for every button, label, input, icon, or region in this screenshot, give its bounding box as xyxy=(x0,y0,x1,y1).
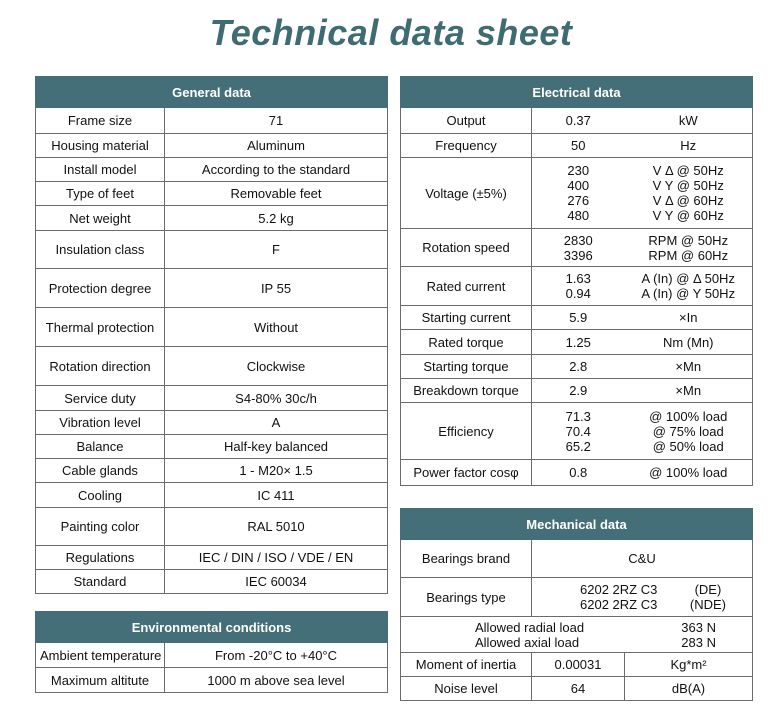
unit-line: ×Mn xyxy=(675,359,702,374)
bearing-nde-unit: (NDE) xyxy=(689,597,726,612)
row-label: Net weight xyxy=(36,206,165,231)
row-value: Aluminum xyxy=(165,134,388,158)
unit-line: A (In) @ Y 50Hz xyxy=(641,286,736,301)
table-row xyxy=(36,269,388,308)
electrical-data-table xyxy=(400,76,753,486)
bearing-nde-value: 6202 2RZ C3 xyxy=(580,597,658,612)
radial-load-value: 363 N xyxy=(681,619,716,635)
row-value xyxy=(532,229,625,267)
table-row xyxy=(401,379,753,403)
table-row xyxy=(36,386,388,411)
mechanical-data-table xyxy=(400,508,753,701)
row-unit xyxy=(625,229,753,267)
table-row xyxy=(401,460,753,486)
value-line: 0.37 xyxy=(565,113,591,128)
row-unit xyxy=(625,355,753,379)
table-row xyxy=(36,182,388,206)
unit-line: @ 50% load xyxy=(652,438,724,454)
row-label: Cooling xyxy=(36,483,165,508)
row-label: Moment of inertia xyxy=(401,653,532,677)
unit-line: Hz xyxy=(680,138,697,153)
bearing-de-value: 6202 2RZ C3 xyxy=(580,582,658,597)
table-row xyxy=(36,411,388,435)
row-unit xyxy=(625,403,753,460)
row-value: 1 - M20× 1.5 xyxy=(165,459,388,483)
axial-load-value: 283 N xyxy=(681,634,716,650)
value-line: 65.2 xyxy=(565,438,591,454)
value-line: 276 xyxy=(567,193,590,208)
row-label: Frame size xyxy=(36,108,165,134)
row-value: 0.00031 xyxy=(532,653,625,677)
table-row xyxy=(401,403,753,460)
value-line: 0.94 xyxy=(565,286,591,301)
table-row xyxy=(401,108,753,134)
row-value: S4-80% 30c/h xyxy=(165,386,388,411)
table-row xyxy=(401,653,753,677)
table-row xyxy=(401,578,753,617)
row-value: Without xyxy=(165,308,388,347)
table-row xyxy=(401,134,753,158)
table-row xyxy=(401,229,753,267)
page-title: Technical data sheet xyxy=(209,12,573,53)
row-label: Power factor cosφ xyxy=(401,460,532,486)
row-value: IEC / DIN / ISO / VDE / EN xyxy=(165,546,388,570)
row-label: Cable glands xyxy=(36,459,165,483)
axial-load-label: Allowed axial load xyxy=(475,634,580,650)
value-line: 71.3 xyxy=(565,408,591,424)
row-label: Regulations xyxy=(36,546,165,570)
row-label: Type of feet xyxy=(36,182,165,206)
unit-line: ×In xyxy=(679,310,698,325)
row-unit xyxy=(625,108,753,134)
table-row xyxy=(401,158,753,229)
unit-line: @ 100% load xyxy=(649,408,728,424)
value-line: 230 xyxy=(567,163,590,178)
row-unit xyxy=(625,460,753,486)
row-value xyxy=(532,134,625,158)
table-row xyxy=(401,617,753,653)
table-row xyxy=(36,508,388,546)
table-row xyxy=(36,347,388,386)
row-label: Housing material xyxy=(36,134,165,158)
table-row xyxy=(36,158,388,182)
row-label: Install model xyxy=(36,158,165,182)
row-unit xyxy=(625,158,753,229)
row-value: A xyxy=(165,411,388,435)
row-label: Noise level xyxy=(401,677,532,701)
table-row xyxy=(401,330,753,355)
row-label: Frequency xyxy=(401,134,532,158)
row-value: From -20°C to +40°C xyxy=(165,643,388,668)
unit-line: V Y @ 60Hz xyxy=(652,208,724,223)
row-label: Rotation speed xyxy=(401,229,532,267)
mechanical-data-header: Mechanical data xyxy=(401,509,753,540)
row-value xyxy=(532,355,625,379)
row-value xyxy=(532,460,625,486)
row-label: Bearings brand xyxy=(401,540,532,578)
table-row xyxy=(36,206,388,231)
row-value: IC 411 xyxy=(165,483,388,508)
row-label: Insulation class xyxy=(36,231,165,269)
row-label: Ambient temperature xyxy=(36,643,165,668)
row-label: Starting current xyxy=(401,306,532,330)
row-value: IEC 60034 xyxy=(165,570,388,594)
row-value xyxy=(532,330,625,355)
row-value xyxy=(532,578,753,617)
row-value: 1000 m above sea level xyxy=(165,668,388,693)
table-row xyxy=(36,483,388,508)
unit-line: @ 100% load xyxy=(649,465,728,480)
value-line: 50 xyxy=(571,138,586,153)
table-row xyxy=(36,108,388,134)
unit-line: @ 75% load xyxy=(652,423,724,439)
unit-line: V Δ @ 60Hz xyxy=(652,193,724,208)
table-row xyxy=(36,570,388,594)
row-value: 64 xyxy=(532,677,625,701)
row-value: IP 55 xyxy=(165,269,388,308)
row-label: Voltage (±5%) xyxy=(401,158,532,229)
row-value xyxy=(532,379,625,403)
value-line: 400 xyxy=(567,178,590,193)
table-row xyxy=(401,355,753,379)
row-label: Rated torque xyxy=(401,330,532,355)
value-line: 0.8 xyxy=(569,465,588,480)
table-row xyxy=(401,677,753,701)
row-value: 5.2 kg xyxy=(165,206,388,231)
table-row xyxy=(401,267,753,306)
row-unit: Kg*m² xyxy=(625,653,753,677)
value-line: 70.4 xyxy=(565,423,591,439)
unit-line: kW xyxy=(678,113,698,128)
environmental-conditions-header: Environmental conditions xyxy=(36,612,388,643)
row-value: According to the standard xyxy=(165,158,388,182)
row-label: Efficiency xyxy=(401,403,532,460)
unit-line: Nm (Mn) xyxy=(662,334,714,350)
unit-line: RPM @ 60Hz xyxy=(648,247,729,263)
general-data-table xyxy=(35,76,388,594)
row-value xyxy=(532,403,625,460)
row-label: Painting color xyxy=(36,508,165,546)
row-unit xyxy=(625,306,753,330)
row-label: Standard xyxy=(36,570,165,594)
unit-line: V Y @ 50Hz xyxy=(652,178,724,193)
row-value xyxy=(532,267,625,306)
value-line: 5.9 xyxy=(569,310,588,325)
row-label: Service duty xyxy=(36,386,165,411)
row-label: Starting torque xyxy=(401,355,532,379)
table-row xyxy=(36,546,388,570)
value-line: 2.8 xyxy=(569,359,588,374)
value-line: 3396 xyxy=(563,247,593,263)
value-line: 480 xyxy=(567,208,590,223)
row-label: Rotation direction xyxy=(36,347,165,386)
row-unit: dB(A) xyxy=(625,677,753,701)
row-unit xyxy=(625,134,753,158)
electrical-data-header: Electrical data xyxy=(401,77,753,108)
row-value xyxy=(532,108,625,134)
loads-cell xyxy=(401,617,753,653)
value-line: 1.63 xyxy=(565,271,591,286)
row-unit xyxy=(625,379,753,403)
value-line: 2830 xyxy=(563,232,593,248)
row-value: Clockwise xyxy=(165,347,388,386)
value-line: 2.9 xyxy=(569,383,588,398)
unit-line: V Δ @ 50Hz xyxy=(652,163,724,178)
row-label: Vibration level xyxy=(36,411,165,435)
general-data-header: General data xyxy=(36,77,388,108)
table-row xyxy=(36,643,388,668)
row-label: Breakdown torque xyxy=(401,379,532,403)
row-label: Rated current xyxy=(401,267,532,306)
table-row xyxy=(36,668,388,693)
table-row xyxy=(36,459,388,483)
unit-line: RPM @ 50Hz xyxy=(648,232,729,248)
row-value: C&U xyxy=(532,540,753,578)
table-row xyxy=(401,306,753,330)
row-value xyxy=(532,306,625,330)
table-row xyxy=(36,308,388,347)
table-row xyxy=(36,134,388,158)
row-value: Half-key balanced xyxy=(165,435,388,459)
row-value: F xyxy=(165,231,388,269)
bearing-de-unit: (DE) xyxy=(694,582,722,597)
row-label: Thermal protection xyxy=(36,308,165,347)
row-label: Balance xyxy=(36,435,165,459)
value-line: 1.25 xyxy=(565,334,591,350)
table-row xyxy=(36,231,388,269)
row-unit xyxy=(625,330,753,355)
radial-load-label: Allowed radial load xyxy=(475,619,585,635)
unit-line: ×Mn xyxy=(675,383,702,398)
row-unit xyxy=(625,267,753,306)
row-value xyxy=(532,158,625,229)
row-value: RAL 5010 xyxy=(165,508,388,546)
row-label: Output xyxy=(401,108,532,134)
row-label: Maximum altitute xyxy=(36,668,165,693)
row-label: Protection degree xyxy=(36,269,165,308)
table-row xyxy=(401,540,753,578)
row-value: Removable feet xyxy=(165,182,388,206)
row-value: 71 xyxy=(165,108,388,134)
row-label: Bearings type xyxy=(401,578,532,617)
table-row xyxy=(36,435,388,459)
environmental-conditions-table xyxy=(35,611,388,693)
unit-line: A (In) @ Δ 50Hz xyxy=(641,271,735,286)
